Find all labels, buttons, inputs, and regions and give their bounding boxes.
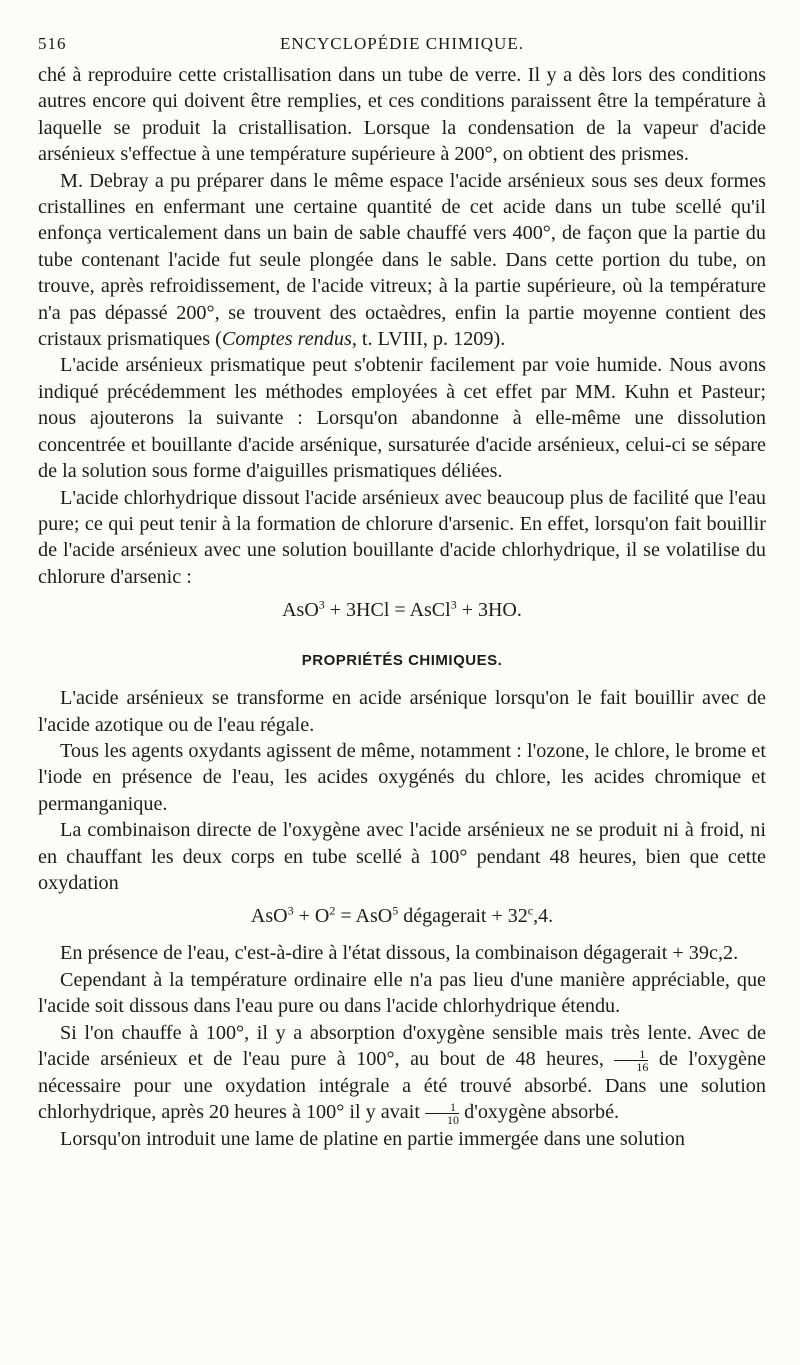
formula-chlorure: AsO$^3$ + 3HCl = AsCl$^3$ + 3HO. — [282, 597, 522, 622]
paragraph-3: L'acide arsénieux prismatique peut s'obtenir facilement par voie humide. Nous avons indiqué précédemment les méthodes employées à cet effet par MM. Kuhn et Pasteur; nous ajouterons la suivante : Lorsqu'on abandonne à elle-même une dissolution concentrée et bouillante d'acide arsénique, sursaturée d'acide arsénieux, celui-ci se sépare de la solution sous forme d'aiguilles prismatiques déliées. — [38, 354, 766, 483]
page-header — [38, 34, 766, 62]
paragraph-11: Lorsqu'on introduit une lame de platine en partie immergée dans une solution — [60, 1128, 685, 1151]
paragraph-2: M. Debray a pu préparer dans le même espace l'acide arsénieux sous ses deux formes cristallines en enfermant une certaine quantité de cet acide dans un tube scellé qu'il enfonça verticalement dans un bain de sable chauffé vers 400°, de façon que la partie du tube contenant l'acide fut seule plongée dans le sable. Dans cette portion du tube, on trouve, après refroidissement, de l'acide vitreux; à la partie supérieure, où la température n'a pas dépassé 200°, se trouvent des octaèdres, enfin la partie moyenne contient des cristaux prismatiques (Comptes rendus, t. LVIII, p. 1209). — [38, 169, 766, 351]
paragraph-1: ché à reproduire cette cristallisation dans un tube de verre. Il y a dès lors des conditions autres encore qui doivent être remplies, et ces conditions paraissent être la température à laquelle se produit la cristallisation. Lorsque la condensation de la vapeur d'acide arsénieux s'effectue à une température supérieure à 200°, on obtient des prismes. — [38, 64, 766, 166]
paragraph-5: L'acide arsénieux se transforme en acide arsénique lorsqu'on le fait bouillir avec de l'acide azotique ou de l'eau régale. — [38, 687, 766, 736]
paragraph-7: La combinaison directe de l'oxygène avec l'acide arsénieux ne se produit ni à froid, ni en chauffant les deux corps en tube scellé à 100° pendant 48 heures, bien que cette oxydation — [38, 819, 766, 894]
paragraph-8: En présence de l'eau, c'est-à-dire à l'état dissous, la combinaison dégagerait + 39c,2. — [60, 942, 739, 965]
formula-oxydation: $AsO^3 + O^2 = AsO^5$ dégagerait + $32^c,4$. — [250, 903, 554, 928]
paragraph-9: Cependant à la température ordinaire elle n'a pas lieu d'une manière appréciable, que l'acide soit dissous dans l'eau pure ou dans l'acide chlorhydrique étendu. — [38, 968, 766, 1018]
page — [38, 34, 766, 1153]
paragraph-6: Tous les agents oxydants agissent de même, notamment : l'ozone, le chlore, le brome et l'iode en présence de l'eau, les acides oxygénés du chlore, les acides chromique et permanganique. — [38, 739, 766, 815]
running-title: ENCYCLOPÉDIE CHIMIQUE. — [280, 34, 524, 53]
section-heading: PROPRIÉTÉS CHIMIQUES. — [301, 652, 503, 670]
fraction-one-sixteenth: $\frac{1}{16}$ — [614, 1048, 648, 1073]
paragraph-4: L'acide chlorhydrique dissout l'acide arsénieux avec beaucoup plus de facilité que l'eau pure; ce qui peut tenir à la formation de chlorure d'arsenic. En effet, lorsqu'on fait bouillir de l'acide arsénieux avec une solution bouillante d'acide chlorhydrique, il se volatilise du chlorure d'arsenic : — [38, 486, 766, 588]
page-number: 516 — [38, 34, 67, 53]
fraction-one-tenth: $\frac{1}{10}$ — [425, 1101, 459, 1126]
paragraph-10: Si l'on chauffe à 100°, il y a absorption d'oxygène sensible mais très lente. Avec de l'acide arsénieux et de l'eau pure à 100°, au bout de 48 heures, $\frac{1}{16}$ de l'oxygène nécessaire pour une oxydation intégrale a été trouvé absorbé. Dans une solution chlorhydrique, après 20 heures à 100° il y avait $\frac{1}{10}$ d'oxygène absorbé. — [38, 1021, 766, 1128]
